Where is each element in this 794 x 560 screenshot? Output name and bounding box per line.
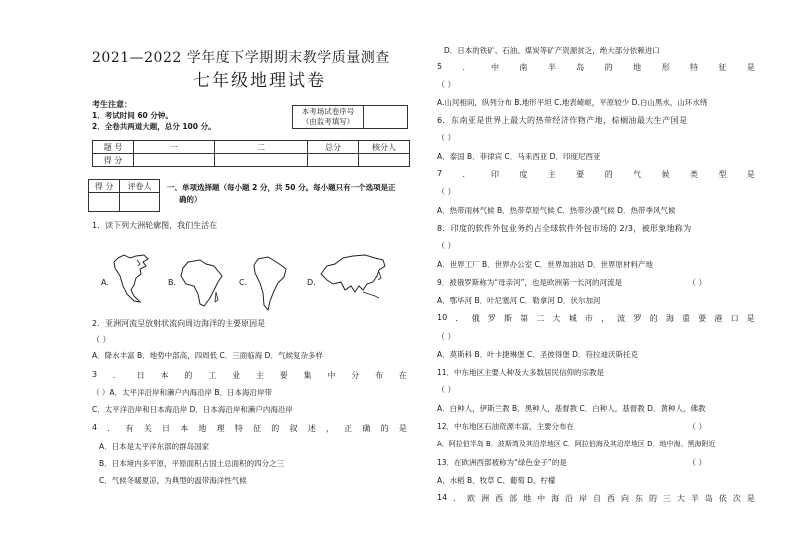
seat-label-line1: 本考场试卷序号 <box>301 107 355 116</box>
exam-title: 2021—2022 学年度下学期期末教学质量测查 <box>92 50 390 66</box>
north-america-map-icon <box>110 252 160 307</box>
question-6: 6．东南亚是世界上最大的热带经济作物产地，棕榈油最大生产国是 <box>437 116 688 125</box>
score-header-cell: 一 <box>134 141 215 154</box>
question-2: 2．亚洲河流呈放射状流向周边海洋的主要原因是 <box>92 319 266 328</box>
question-5: 5 ． 中 南 半 岛 的 地 形 特 征 是 <box>437 62 755 72</box>
q13-answer-bracket: （ ） <box>688 458 707 467</box>
section-heading-line1: 一、单项选择题（每小题 2 分，共 50 分。每小题只有一个选项是正 <box>167 183 396 192</box>
q1-option-c: C. <box>239 278 248 287</box>
q9-options: A．鄂毕河 B．叶尼塞河 C．勒拿河 D．伏尔加河 <box>437 296 601 305</box>
q6-answer-bracket: （ ） <box>437 133 456 142</box>
grader-box <box>88 179 160 212</box>
asia-map-icon <box>317 252 389 302</box>
q13-options: A、水稻 B、牧草 C、葡萄 D、柠檬 <box>437 476 556 485</box>
q12-answer-bracket: （ ） <box>688 422 707 431</box>
q3-options-line1: （ ）A．太平洋沿岸和濑户内海沿岸 B．日本海沿岸带 <box>92 388 273 397</box>
score-header-cell: 题 号 <box>93 141 134 154</box>
seat-number-field[interactable] <box>364 106 408 129</box>
q1-option-a: A. <box>101 278 109 287</box>
q1-option-d: D. <box>307 278 316 287</box>
q11-answer-bracket: （ ） <box>437 385 456 394</box>
score-cell[interactable] <box>134 154 215 167</box>
score-header-cell: 核分人 <box>359 141 410 154</box>
q1-option-b: B. <box>168 278 177 287</box>
q9-answer-bracket: （ ） <box>688 278 707 287</box>
q6-options: A．泰国 B．菲律宾 C．马来西亚 D．印度尼西亚 <box>437 152 601 161</box>
score-header-cell: 总分 <box>308 141 359 154</box>
question-10: 10 ． 俄 罗 斯 第 二 大 城 市 ， 波 罗 的 海 重 要 港 口 是 <box>437 313 755 323</box>
q2-options: A．降水丰富 B．地势中部高，四周低 C．三面临海 D．气候复杂多样 <box>92 351 323 360</box>
notice-item-1: 1．考试时间 60 分钟。 <box>92 111 173 120</box>
q3-options-line2: C．太平洋沿岸和日本海沿岸 D．日本海沿岸和濑户内海沿岸 <box>92 405 293 414</box>
q8-answer-bracket: （ ） <box>437 241 456 250</box>
section-heading-line2: 确的） <box>179 195 202 204</box>
score-cell[interactable] <box>308 154 359 167</box>
q11-options: A．白种人，伊斯兰教 B．黑种人，基督教 C．白种人，基督教 D．黄种人，佛教 <box>437 404 706 413</box>
q4-option-c: C．气候冬暖夏凉，为典型的温带海洋性气候 <box>99 476 247 485</box>
q4-option-d: D．日本的铁矿、石油、煤炭等矿产资源贫乏，绝大部分依赖进口 <box>444 46 660 55</box>
score-cell[interactable] <box>359 154 410 167</box>
score-table <box>92 140 410 167</box>
exam-subtitle: 七年级地理试卷 <box>193 71 326 91</box>
q8-options: A．世界工厂 B．世界办公室 C．世界加油站 D．世界原材料产地 <box>437 260 653 269</box>
grader-name-label: 评卷人 <box>120 180 160 193</box>
africa-map-icon <box>178 258 224 310</box>
question-8: 8．印度的软件外包业务约占全球软件外包市场的 2/3，被形象地称为 <box>437 224 692 233</box>
q10-answer-bracket: （ ） <box>437 332 456 341</box>
grader-score-label: 得 分 <box>89 180 120 193</box>
south-america-map-icon <box>250 255 290 313</box>
seat-label-line2: （由监考填写） <box>301 117 355 126</box>
notice-item-2: 2．全卷共两道大题，总分 100 分。 <box>92 122 216 131</box>
question-7: 7 ． 印 度 主 要 的 气 候 类 型 是 <box>437 169 755 179</box>
q5-options: A.山河相间，纵列分布 B.地形平坦 C.地表崎岖，平原较少 D.白山黑水，山环水绕 <box>437 98 708 107</box>
score-cell[interactable] <box>215 154 308 167</box>
score-header-cell: 二 <box>215 141 308 154</box>
question-13: 13．在欧洲西部被称为“绿色金子”的是 <box>437 458 567 467</box>
question-11: 11．中东地区主要人种及大多数居民信仰的宗教是 <box>437 368 605 377</box>
q4-option-a: A．日本是太平洋东部的群岛国家 <box>99 442 210 451</box>
grader-name-field[interactable] <box>120 193 160 212</box>
q10-options: A．莫斯科 B．叶卡捷琳堡 C．圣彼得堡 D．符拉迪沃斯托克 <box>437 350 638 359</box>
q7-answer-bracket: （ ） <box>437 187 456 196</box>
q4-option-b: B．日本境内多平原，平原面积占国土总面积的四分之三 <box>99 459 285 468</box>
question-4: 4 ． 有 关 日 本 地 理 特 征 的 叙 述 ， 正 确 的 是 <box>92 423 407 433</box>
notice-heading: 考生注意： <box>92 100 132 109</box>
q5-answer-bracket: （ ） <box>437 80 456 89</box>
question-12: 12．中东地区石油资源丰富，主要分布在 <box>437 422 575 431</box>
grader-score-field[interactable] <box>89 193 120 212</box>
score-row-label: 得 分 <box>93 154 134 167</box>
question-1: 1．读下列大洲轮廓图，我们生活在 <box>92 221 218 230</box>
question-14: 14 ． 欧 洲 西 部 地 中 海 沿 岸 自 西 向 东 的 三 大 半 岛 依 次 是 <box>437 493 755 503</box>
q2-answer-bracket: （ ） <box>92 335 111 344</box>
seat-number-box <box>292 105 408 129</box>
question-9: 9．被俄罗斯称为“母亲河”，也是欧洲第一长河的河流是 <box>437 278 623 287</box>
q12-options: A．阿拉伯半岛 B．波斯湾及其沿岸地区 C．阿拉伯海及其沿岸地区 D．地中海、黑海附近 <box>437 440 716 448</box>
q7-options: A．热带雨林气候 B．热带草原气候 C．热带沙漠气候 D．热带季风气候 <box>437 206 676 215</box>
question-3: 3 ． 日 本 的 工 业 主 要 集 中 分 布 在 <box>92 370 407 380</box>
